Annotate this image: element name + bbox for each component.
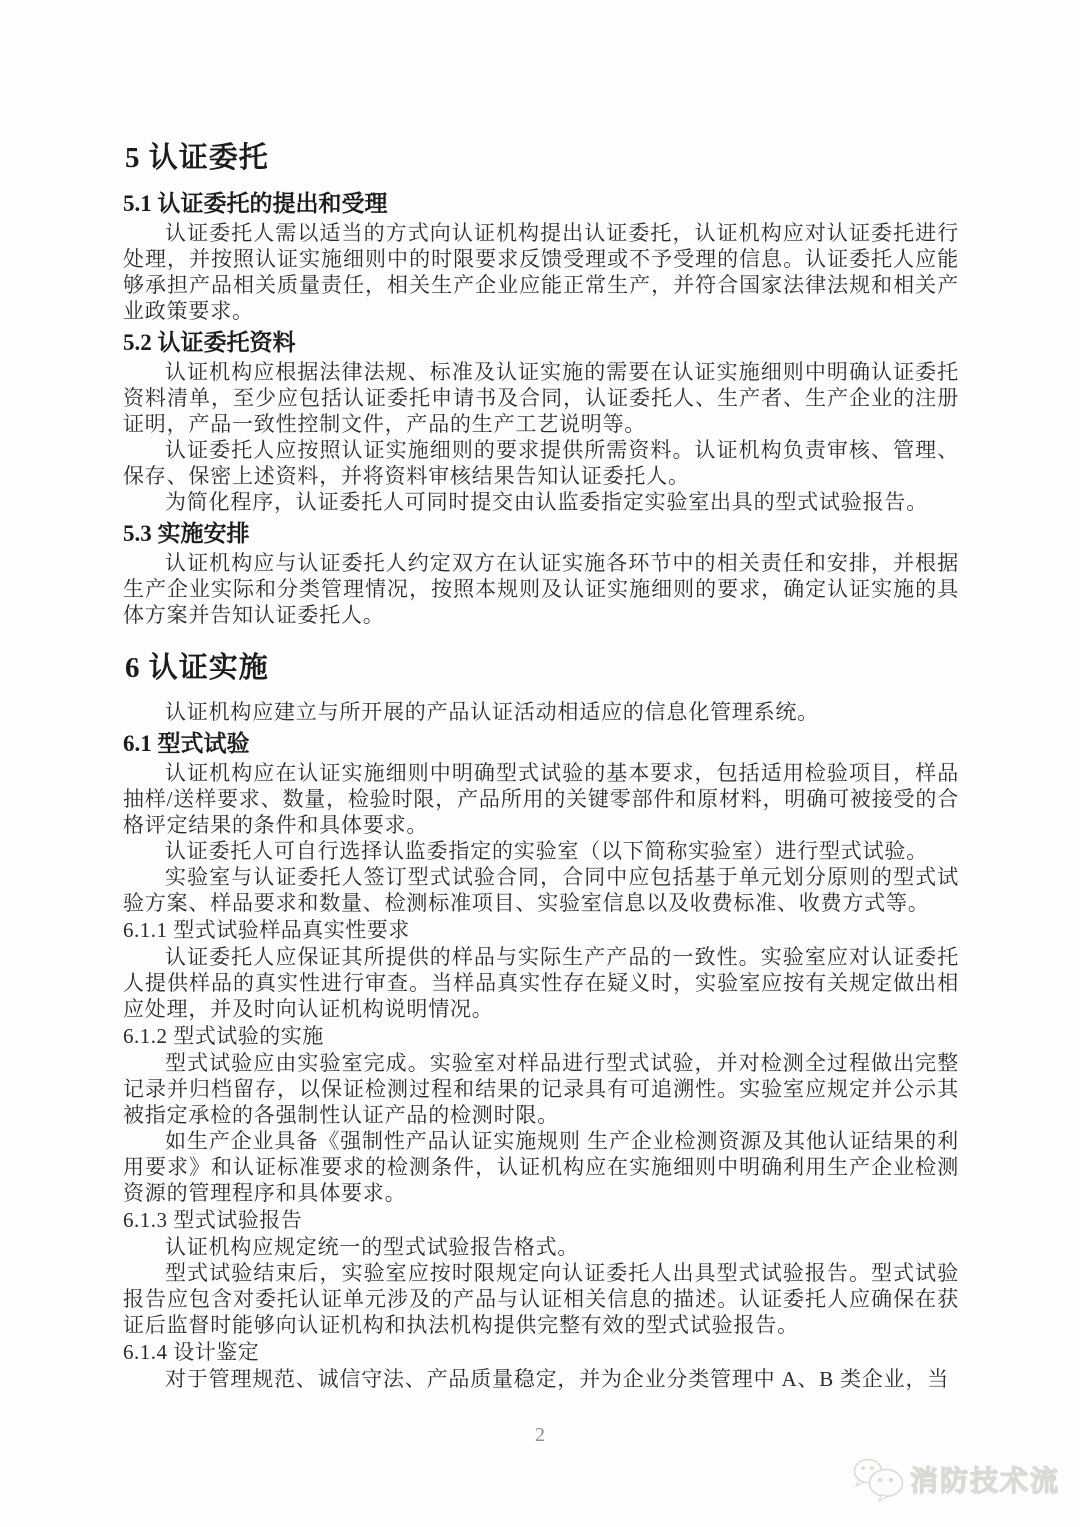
paragraph: 认证委托人应保证其所提供的样品与实际生产产品的一致性。实验室应对认证委托人提供样品的真实性进行审查。当样品真实性存在疑义时，实验室应按有关规定做出相应处理，并及时向认证机构说明情况。 — [123, 945, 959, 1021]
paragraph: 实验室与认证委托人签订型式试验合同，合同中应包括基于单元划分原则的型式试验方案、样品要求和数量、检测标准项目、实验室信息以及收费标准、收费方式等。 — [123, 865, 959, 915]
document-body — [123, 140, 959, 1392]
paragraph: 型式试验结束后，实验室应按时限规定向认证委托人出具型式试验报告。型式试验报告应包含对委托认证单元涉及的产品与认证相关信息的描述。认证委托人应确保在获证后监督时能够向认证机构和执法机构提供完整有效的型式试验报告。 — [123, 1261, 959, 1337]
paragraph: 认证委托人应按照认证实施细则的要求提供所需资料。认证机构负责审核、管理、保存、保密上述资料，并将资料审核结果告知认证委托人。 — [123, 438, 959, 488]
section-heading: 6.1 型式试验 — [123, 731, 250, 756]
paragraph: 认证机构应建立与所开展的产品认证活动相适应的信息化管理系统。 — [165, 700, 819, 724]
chapter-heading: 5 认证委托 — [125, 142, 269, 174]
watermark-text: 消防技术流 — [910, 1465, 1061, 1496]
paragraph: 认证机构应在认证实施细则中明确型式试验的基本要求，包括适用检验项目，样品抽样/送样要求、数量，检验时限，产品所用的关键零部件和原材料，明确可被接受的合格评定结果的条件和具体要求。 — [123, 761, 959, 837]
section-heading: 5.2 认证委托资料 — [123, 330, 296, 355]
page-number: 2 — [535, 1424, 545, 1446]
paragraph: 型式试验应由实验室完成。实验室对样品进行型式试验，并对检测全过程做出完整记录并归档留存，以保证检测过程和结果的记录具有可追溯性。实验室应规定并公示其被指定承检的各强制性认证产品的检测时限。 — [123, 1051, 959, 1127]
paragraph: 为简化程序，认证委托人可同时提交由认监委指定实验室出具的型式试验报告。 — [165, 490, 928, 514]
subsection-heading: 6.1.3 型式试验报告 — [123, 1208, 303, 1232]
paragraph: 认证机构应规定统一的型式试验报告格式。 — [165, 1235, 580, 1259]
paragraph: 如生产企业具备《强制性产品认证实施规则 生产企业检测资源及其他认证结果的利用要求》和认证标准要求的检测条件，认证机构应在实施细则中明确利用生产企业检测资源的管理程序和具体要求。 — [123, 1129, 959, 1205]
chapter-heading: 6 认证实施 — [125, 652, 269, 684]
section-heading: 5.1 认证委托的提出和受理 — [123, 191, 388, 216]
subsection-heading: 6.1.1 型式试验样品真实性要求 — [123, 918, 410, 942]
paragraph: 认证机构应与认证委托人约定双方在认证实施各环节中的相关责任和安排，并根据生产企业实际和分类管理情况，按照本规则及认证实施细则的要求，确定认证实施的具体方案并告知认证委托人。 — [123, 551, 959, 627]
subsection-heading: 6.1.4 设计鉴定 — [123, 1340, 260, 1364]
section-heading: 5.3 实施安排 — [123, 521, 250, 546]
paragraph: 认证委托人需以适当的方式向认证机构提出认证委托，认证机构应对认证委托进行处理，并按照认证实施细则中的时限要求反馈受理或不予受理的信息。认证委托人应能够承担产品相关质量责任，相关生产企业应能正常生产，并符合国家法律法规和相关产业政策要求。 — [123, 221, 959, 323]
paragraph: 认证委托人可自行选择认监委指定的实验室（以下简称实验室）进行型式试验。 — [165, 839, 928, 863]
watermark — [851, 1456, 1060, 1502]
paragraph: 认证机构应根据法律法规、标准及认证实施的需要在认证实施细则中明确认证委托资料清单，至少应包括认证委托申请书及合同，认证委托人、生产者、生产企业的注册证明，产品一致性控制文件，产品的生产工艺说明等。 — [123, 360, 959, 436]
wechat-icon — [851, 1456, 905, 1502]
paragraph: 对于管理规范、诚信守法、产品质量稳定，并为企业分类管理中 A、B 类企业，当 — [165, 1367, 950, 1391]
subsection-heading: 6.1.2 型式试验的实施 — [123, 1024, 324, 1048]
